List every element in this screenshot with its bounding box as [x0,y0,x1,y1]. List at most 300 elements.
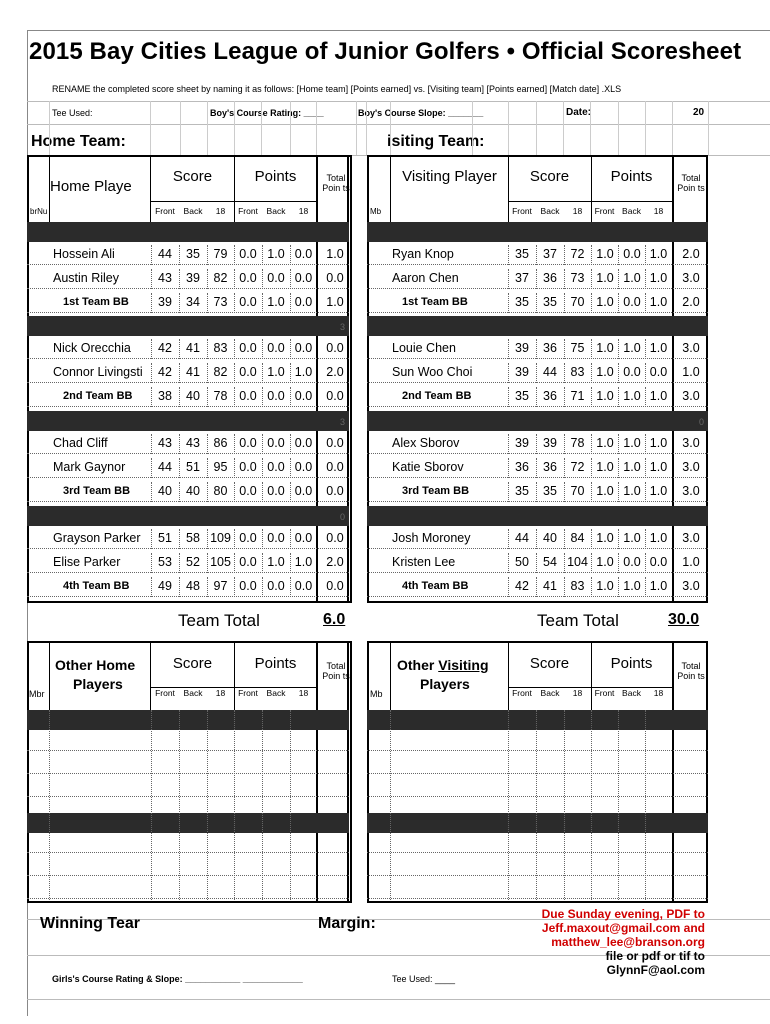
cell-divider [536,269,537,289]
back-value: 40 [543,531,557,545]
home-team-total: 6.0 [323,611,346,628]
back-value: 35 [186,247,200,261]
cell-divider [536,577,537,597]
cell-divider [262,434,263,454]
cell-divider [591,434,592,454]
p3-value: 0.0 [294,579,313,593]
front-value: 39 [515,341,529,355]
p1-value: 1.0 [596,579,614,593]
team-best-ball-label: 4th Team BB [63,580,130,592]
p3-value: 1.0 [649,247,668,261]
column-divider [150,155,151,225]
front-value: 42 [158,365,172,379]
cell-divider [290,269,291,289]
cell-divider [207,293,208,313]
home-points-header: Points [254,168,297,185]
p3-value: 1.0 [649,295,668,309]
cell-divider [234,482,235,502]
total-points-value: 2.0 [326,365,344,379]
other-row-rule [367,796,708,797]
cell-divider [536,339,537,359]
p2-value: 0.0 [267,341,285,355]
p2-value: 0.0 [267,579,285,593]
back-value: 41 [186,365,200,379]
cell-divider [564,482,565,502]
other-home-points-header: Points [254,655,297,672]
cell-divider [290,363,291,383]
row-rule [367,501,708,502]
total-value: 83 [213,341,228,355]
cell-divider [234,339,235,359]
back-value: 39 [186,271,200,285]
cell-divider [564,245,565,265]
total-points-value: 0.0 [326,436,344,450]
p2-value: 0.0 [267,389,285,403]
p2-value: 1.0 [267,295,285,309]
due-line-4: file or pdf or tif to [605,949,705,963]
other-col-divider [591,710,592,900]
p1-value: 1.0 [596,460,614,474]
cell-divider [564,529,565,549]
cell-divider [645,553,646,573]
p1-value: 1.0 [596,389,614,403]
player-name: Austin Riley [53,271,119,285]
front-value: 43 [158,436,172,450]
p1-value: 1.0 [596,436,614,450]
cell-divider [618,529,619,549]
total-value: 82 [213,271,228,285]
team-best-ball-label: 3rd Team BB [63,485,131,497]
grid-line-v [207,101,208,155]
cell-divider [564,363,565,383]
front-value: 44 [158,247,172,261]
date-label: Date: [566,107,592,118]
cell-divider [536,245,537,265]
other-row-rule [27,898,349,899]
p2-value: 0.0 [267,484,285,498]
cell-divider [179,245,180,265]
cell-divider [179,482,180,502]
cell-divider [536,553,537,573]
cell-divider [179,553,180,573]
cell-divider [290,458,291,478]
cell-divider [564,293,565,313]
home-player-header: Home Playe [50,178,132,195]
group-divider-bar [367,222,708,242]
due-line-2: Jeff.maxout@gmail.com and [541,921,705,935]
cell-divider [151,363,152,383]
other-visit-mbr: Mb [370,689,383,699]
p3-value: 0.0 [294,460,313,474]
home-team-label: Home Team: [31,133,126,150]
p2-value: 1.0 [267,555,285,569]
cell-divider [618,293,619,313]
p3-value: 1.0 [649,460,668,474]
cell-divider [151,293,152,313]
p3-value: 0.0 [294,484,313,498]
p1-value: 0.0 [239,484,257,498]
ov-p18: 18 [653,688,664,698]
visit-team-total: 30.0 [668,611,700,628]
other-col-divider [234,710,235,900]
cell-divider [591,363,592,383]
back-value: 52 [186,555,200,569]
cell-divider [179,339,180,359]
p3-value: 1.0 [649,271,668,285]
cell-divider [151,269,152,289]
row-rule [367,312,708,313]
cell-divider [151,339,152,359]
p2-value: 1.0 [623,436,641,450]
player-name: Ryan Knop [392,247,454,261]
front-value: 42 [515,579,529,593]
total-value: 73 [570,271,585,285]
total-value: 82 [213,365,228,379]
cell-divider [508,553,509,573]
p1-value: 0.0 [239,389,257,403]
girls-course-rating: Girls's Course Rating & Slope: ___________ ____________ [52,974,303,984]
grid-line-v [316,101,317,155]
cell-divider [290,245,291,265]
cell-divider [618,577,619,597]
team-best-ball-label: 4th Team BB [402,580,469,592]
home-pback-sub: Back [266,206,286,216]
p1-value: 0.0 [239,341,257,355]
other-home-label-2: Players [73,676,123,692]
p2-value: 1.0 [623,579,641,593]
front-value: 38 [158,389,172,403]
visit-p18-sub: 18 [653,206,664,216]
other-home-label: Other Home [55,657,136,673]
cell-divider [508,387,509,407]
p1-value: 0.0 [239,271,257,285]
group-divider-bar [27,411,349,431]
back-value: 35 [543,484,557,498]
visit-back-sub: Back [540,206,560,216]
group-marker: 0 [699,417,705,427]
cell-divider [234,245,235,265]
total-value: 70 [570,295,585,309]
rename-instructions: RENAME the completed score sheet by naming it as follows: [Home team] [Points earned] vs. [Visiting team] [Points earned] [Match date] .XLS [52,84,622,94]
total-points-value: 0.0 [326,341,344,355]
cell-divider [536,529,537,549]
row-rule [27,477,349,478]
visit-points-header: Points [610,168,653,185]
cell-divider [207,529,208,549]
grid-line-v [508,101,509,155]
other-row-rule [27,773,349,774]
player-name: Connor Livingsti [53,365,143,379]
cell-divider [151,245,152,265]
cell-divider [207,387,208,407]
front-value: 35 [515,484,529,498]
total-value: 75 [570,341,585,355]
other-visit-label-2: Players [420,676,470,692]
home-pfront-sub: Front [238,206,258,216]
p3-value: 0.0 [294,271,313,285]
total-value: 83 [570,579,585,593]
total-value: 109 [210,531,231,545]
other-home-bar [27,813,349,833]
cell-divider [508,245,509,265]
front-value: 44 [158,460,172,474]
cell-divider [645,245,646,265]
cell-divider [536,434,537,454]
p3-value: 1.0 [649,579,668,593]
column-divider [49,641,50,711]
other-row-rule [367,852,708,853]
p2-value: 0.0 [623,555,641,569]
row-rule [27,288,349,289]
back-value: 41 [543,579,557,593]
cell-divider [645,529,646,549]
p2-value: 1.0 [623,271,641,285]
back-value: 40 [186,484,200,498]
back-value: 54 [543,555,557,569]
total-value: 104 [567,555,588,569]
total-points-value: 1.0 [682,555,700,569]
p2-value: 0.0 [623,365,641,379]
front-value: 39 [158,295,172,309]
cell-divider [151,553,152,573]
visit-mbr-header: Mb [370,207,382,216]
cell-divider [508,269,509,289]
total-points-value: 3.0 [682,389,700,403]
cell-divider [618,434,619,454]
cell-divider [564,387,565,407]
visit-front-sub: Front [512,206,532,216]
back-value: 51 [186,460,200,474]
date-year: 20 [693,107,705,118]
other-visit-total-header: Total Poin ts [677,661,705,681]
visit-team-total-label: Team Total [537,611,619,630]
grid-line-v [366,101,367,155]
back-value: 41 [186,341,200,355]
oh-p18: 18 [298,688,309,698]
group-divider-bar [27,222,349,242]
other-col-divider [151,710,152,900]
cell-divider [262,363,263,383]
back-value: 43 [186,436,200,450]
column-divider [591,641,592,711]
row-rule [27,358,349,359]
visit-18-sub: 18 [572,206,583,216]
cell-divider [179,387,180,407]
home-p18-sub: 18 [298,206,309,216]
cell-divider [591,387,592,407]
p2-value: 0.0 [267,271,285,285]
cell-divider [151,577,152,597]
total-points-value: 2.0 [326,555,344,569]
grid-line-v [180,101,181,155]
cell-divider [564,458,565,478]
front-value: 42 [158,341,172,355]
grid-line-v [708,101,709,155]
p3-value: 0.0 [294,531,313,545]
player-name: Elise Parker [53,555,121,569]
cell-divider [290,529,291,549]
other-row-rule [367,773,708,774]
total-points-value: 1.0 [326,295,344,309]
p3-value: 1.0 [649,484,668,498]
due-line-3: matthew_lee@branson.org [551,935,705,949]
other-visit-points-header: Points [610,655,653,672]
p1-value: 0.0 [239,295,257,309]
p3-value: 1.0 [294,365,313,379]
grid-line-v [49,101,50,155]
back-value: 58 [186,531,200,545]
player-name: Alex Sborov [392,436,460,450]
p2-value: 0.0 [623,247,641,261]
cell-divider [234,434,235,454]
p2-value: 1.0 [623,341,641,355]
other-row-rule [27,852,349,853]
cell-divider [207,458,208,478]
cell-divider [508,434,509,454]
other-col-divider [564,710,565,900]
total-value: 78 [570,436,585,450]
cell-divider [179,458,180,478]
cell-divider [207,482,208,502]
cell-divider [179,529,180,549]
row-rule [367,572,708,573]
cell-divider [151,387,152,407]
column-divider [508,641,509,711]
row-rule [367,288,708,289]
winning-team-label: Winning Tear [40,915,140,932]
column-divider [49,155,50,225]
grid-line-v [618,101,619,155]
grid-line-v [590,101,591,155]
cell-divider [564,434,565,454]
cell-divider [262,339,263,359]
total-points-value: 3.0 [682,579,700,593]
other-row-rule [367,898,708,899]
other-home-bar [27,710,349,730]
total-value: 71 [570,389,585,403]
team-best-ball-label: 2nd Team BB [402,390,472,402]
cell-divider [508,577,509,597]
visit-total-header: Total Poin ts [677,173,705,193]
back-value: 36 [543,341,557,355]
cell-divider [618,363,619,383]
grid-line-v [290,101,291,155]
cell-divider [618,458,619,478]
total-points-value: 2.0 [682,247,700,261]
row-rule [27,406,349,407]
cell-divider [234,529,235,549]
player-name: Louie Chen [392,341,456,355]
p3-value: 0.0 [649,555,668,569]
cell-divider [207,434,208,454]
cell-divider [179,434,180,454]
table-frame [367,641,708,903]
cell-divider [618,245,619,265]
p2-value: 1.0 [267,247,285,261]
other-home-total-header: Total Poin ts [322,661,350,681]
total-value: 105 [210,555,231,569]
cell-divider [262,458,263,478]
back-value: 44 [543,365,557,379]
p2-value: 1.0 [623,531,641,545]
oh-front: Front [155,688,175,698]
total-points-value: 3.0 [682,460,700,474]
team-best-ball-label: 1st Team BB [63,296,129,308]
footer-tee-used: Tee Used: ____ [392,974,456,984]
p2-value: 1.0 [623,460,641,474]
visiting-team-label: isiting Team: [387,133,485,150]
visit-pfront-sub: Front [594,206,615,216]
group-divider-bar [367,316,708,336]
total-value: 95 [213,460,228,474]
cell-divider [645,387,646,407]
cell-divider [508,339,509,359]
other-visit-label-b: Visiting [438,657,489,673]
ov-18: 18 [572,688,583,698]
row-rule [27,548,349,549]
front-value: 39 [515,436,529,450]
row-rule [27,572,349,573]
player-name: Aaron Chen [392,271,459,285]
other-col-divider [618,710,619,900]
cell-divider [591,553,592,573]
total-points-value: 0.0 [326,579,344,593]
front-value: 44 [515,531,529,545]
cell-divider [536,458,537,478]
other-row-rule [27,875,349,876]
p1-value: 1.0 [596,365,614,379]
row-rule [27,453,349,454]
other-row-rule [27,796,349,797]
cell-divider [645,339,646,359]
cell-divider [508,363,509,383]
cell-divider [262,553,263,573]
other-row-rule [27,750,349,751]
front-value: 35 [515,247,529,261]
tee-used-label: Tee Used: [52,108,93,118]
total-points-value: 0.0 [326,389,344,403]
p3-value: 1.0 [649,341,668,355]
cell-divider [290,577,291,597]
group-divider-bar [367,506,708,526]
grid-line-h [27,124,770,125]
column-divider [591,155,592,225]
other-col-divider [179,710,180,900]
total-value: 72 [570,460,585,474]
oh-pback: Back [266,688,286,698]
cell-divider [262,293,263,313]
cell-divider [618,387,619,407]
cell-divider [262,482,263,502]
row-rule [367,382,708,383]
front-value: 36 [515,460,529,474]
p1-value: 0.0 [239,460,257,474]
other-home-mbr: Mbr [29,689,45,699]
total-points-value: 3.0 [682,531,700,545]
back-value: 35 [543,295,557,309]
p1-value: 0.0 [239,247,257,261]
total-value: 79 [213,247,228,261]
p2-value: 1.0 [267,365,285,379]
group-marker: 0 [340,512,346,522]
total-value: 86 [213,436,228,450]
group-marker: 3 [340,417,346,427]
cell-divider [564,577,565,597]
row-rule [367,453,708,454]
p1-value: 1.0 [596,341,614,355]
home-18-sub: 18 [215,206,226,216]
total-points-value: 0.0 [326,531,344,545]
